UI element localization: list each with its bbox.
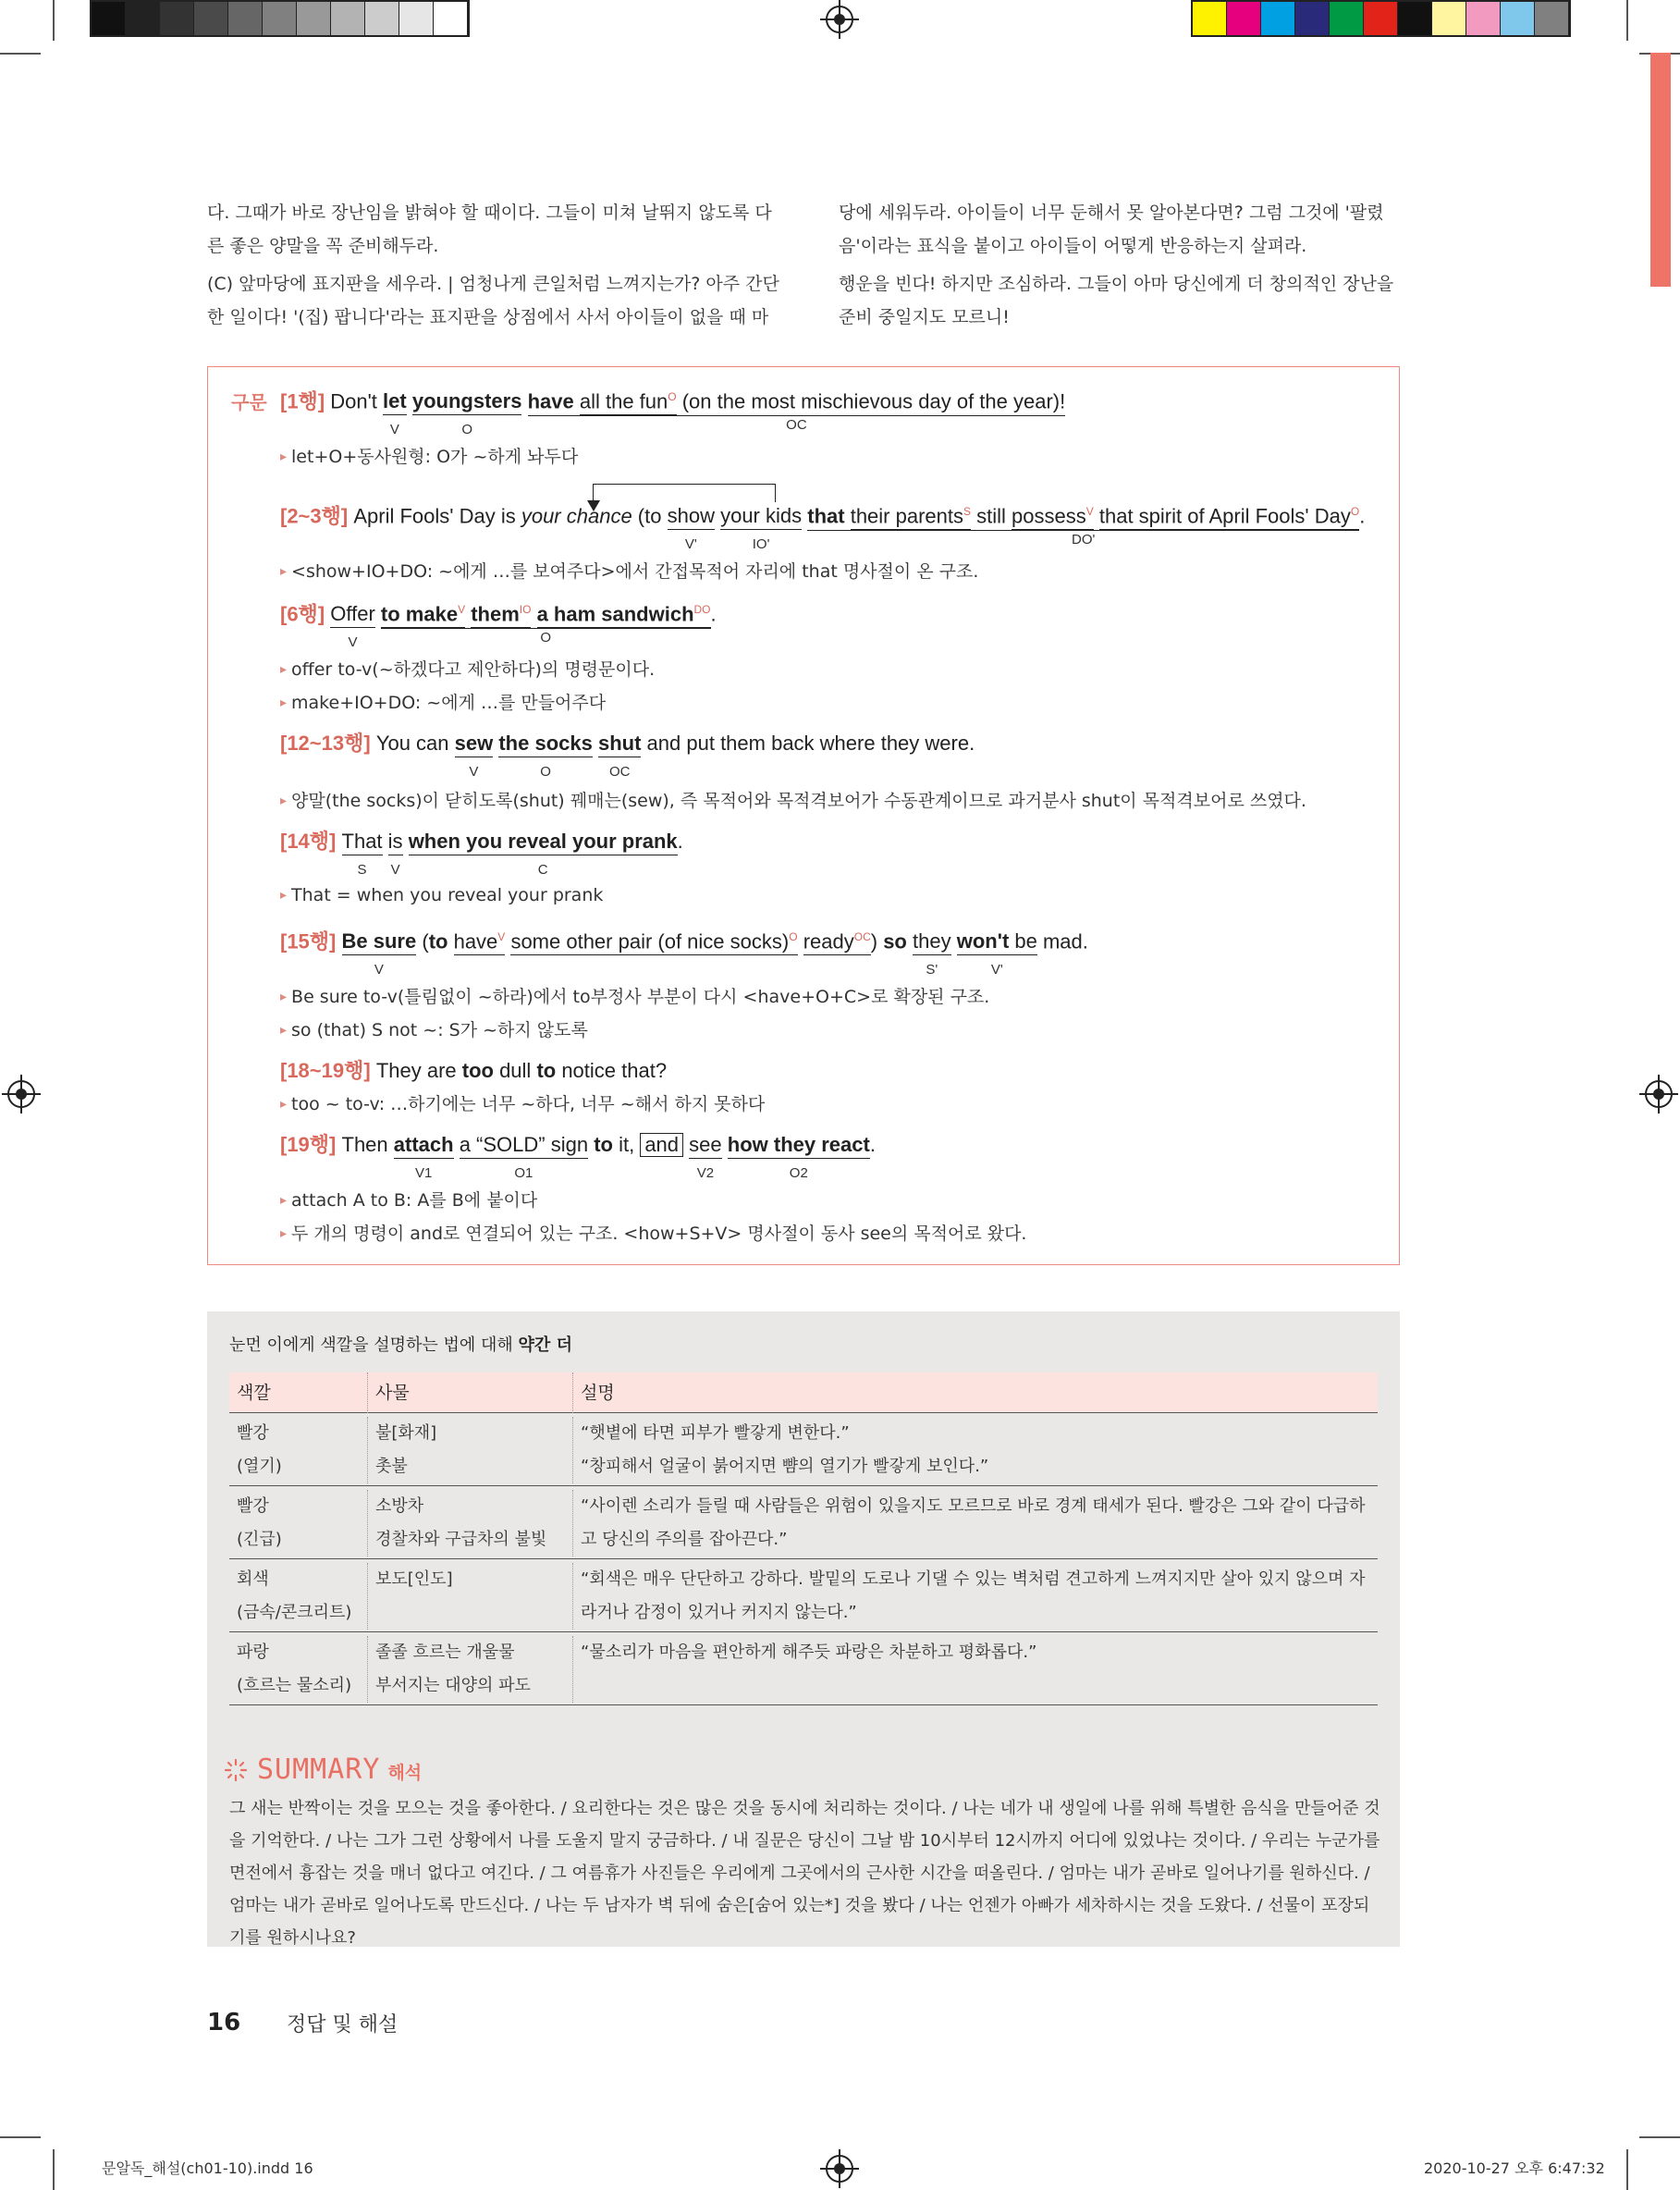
crop-mark (53, 0, 55, 41)
table-cell (573, 1636, 1378, 1703)
cell-line: (열기) (237, 1457, 282, 1476)
crop-mark (1626, 0, 1628, 41)
subject-they: they S' (913, 929, 951, 978)
complement-have-fun: have all the fun$^O$ (on the most mischievous day of the year)! OC (528, 384, 1066, 416)
grammar-note: ▸ so (that) S not ~: S가 ~하지 않도록 (280, 1016, 588, 1041)
line-ref: [18~19행] (280, 1059, 371, 1082)
cell-line: “회색은 매우 단단하고 강하다. 발밑의 도로나 기댈 수 있는 벽처럼 견고하게 느껴지지만 살아 있지 않으며 자라거나 감정이 있거나 커지지 않는다.” (581, 1569, 1366, 1622)
grammar-sentence-15: [15행] Be sure V (to have$^V$ some other pair (of nice socks)$^O$ ready$^{OC}$) so they S' won't be V' mad. (280, 924, 1088, 955)
color-swatch (1261, 2, 1295, 35)
registration-mark-icon (7, 1080, 35, 1108)
table-cell (368, 1636, 573, 1703)
translation-paragraph: (C) 앞마당에 표지판을 세우라. | 엄청나게 큰일처럼 느껴지는가? 아주 간단한 일이다! '(집) 팝니다'라는 표지판을 상점에서 사서 아이들이 없을 때 마 (207, 274, 779, 327)
grammar-note: ▸ make+IO+DO: ~에게 …를 만들어주다 (280, 689, 606, 714)
table-row (229, 1559, 1378, 1632)
color-swatch (1466, 2, 1501, 35)
registration-mark-icon (826, 6, 853, 33)
object-to-make: to make$^V$ them$^{IO}$ a ham sandwich$^{DO}$ O (381, 597, 711, 629)
grammar-sentence-14: [14행] That S is V when you reveal your prank C . (280, 830, 683, 878)
grammar-note: ▸ Be sure to-v(틀림없이 ~하라)에서 to부정사 부분이 다시 <have+O+C>로 확장된 구조. (280, 983, 989, 1008)
color-swatch (331, 2, 365, 35)
cell-line: 빨강 (237, 1423, 269, 1443)
grammar-box (207, 366, 1400, 1265)
color-swatch (126, 2, 160, 35)
cell-line: 불[화재] (375, 1423, 437, 1443)
indirect-object: your kids IO' (720, 504, 803, 553)
color-swatch (399, 2, 434, 35)
cell-line: 부서지는 대양의 파도 (375, 1676, 531, 1695)
chapter-side-tab (1650, 53, 1671, 287)
table-cell (573, 1563, 1378, 1630)
color-swatch (263, 2, 297, 35)
cell-line: (긴급) (237, 1530, 282, 1549)
grammar-note: ▸ too ~ to-v: …하기에는 너무 ~하다, 너무 ~해서 하지 못하다 (280, 1090, 765, 1115)
grammar-sentence-6: [6행] Offer V to make$^V$ them$^{IO}$ a ham sandwich$^{DO}$ O . (280, 597, 717, 629)
verb-show: show V' (667, 504, 715, 553)
line-ref: [12~13행] (280, 732, 371, 755)
table-cell (229, 1636, 368, 1703)
translation-paragraph: 행운을 빈다! 하지만 조심하라. 그들이 아마 당신에게 더 창의적인 장난을 준비 중일지도 모르니! (839, 274, 1394, 327)
crop-mark (0, 53, 41, 55)
cell-line: 파랑 (237, 1642, 269, 1662)
complement-ready: ready$^{OC}$ (803, 924, 871, 955)
table-cell (229, 1417, 368, 1483)
grammar-note: ▸ That = when you reveal your prank (280, 885, 603, 905)
table-cell (368, 1563, 573, 1630)
line-ref: [15행] (280, 929, 337, 954)
verb-wont-be: won't be V' (956, 929, 1037, 978)
page-number: 16 (207, 2009, 241, 2036)
supplement-panel (207, 1311, 1400, 1947)
verb-have: have$^V$ (454, 924, 506, 955)
object-sign: a “SOLD” sign O1 (459, 1133, 589, 1181)
translation-right-column (839, 196, 1403, 338)
color-swatch (1398, 2, 1432, 35)
color-swatch (1227, 2, 1261, 35)
color-swatch (434, 2, 468, 35)
color-swatch (228, 2, 263, 35)
grammar-sentence-2: [2~3행] April Fools' Day is your chance (to show V' your kids IO' that their parents$^S$ still possess$^V$ that spirit of April Fools' Day$^O$ DO' . (280, 498, 1365, 531)
color-swatch (297, 2, 331, 35)
table-cell (368, 1490, 573, 1556)
registration-mark-icon (826, 2155, 853, 2183)
grammar-note: ▸ 양말(the socks)이 닫히도록(shut) 꿰매는(sew), 즉 목적어와 목적격보어가 수동관계이므로 과거분사 shut이 목적격보어로 쓰였다. (280, 787, 1306, 812)
complement-shut: shut OC (597, 732, 642, 780)
grammar-note: ▸ let+O+동사원형: O가 ~하게 놔두다 (280, 443, 578, 468)
conjunction-and: and (640, 1133, 683, 1157)
color-swatch (1193, 2, 1227, 35)
grammar-tag: 구문 (231, 391, 267, 413)
color-swatch (1330, 2, 1364, 35)
table-row (229, 1632, 1378, 1705)
cell-line: “물소리가 마음을 편안하게 해주듯 파랑은 차분하고 평화롭다.” (581, 1642, 1037, 1662)
summary-text: 그 새는 반짝이는 것을 모으는 것을 좋아한다. / 요리한다는 것은 많은 것을 동시에 처리하는 것이다. / 나는 네가 내 생일에 나를 위해 특별한 음식을 만들어준 것을 기억한다. / 나는 그가 그런 상황에서 나를 도울지 말지 궁금하다. / 내 질문은 당신이 그날 밤 10시부터 12시까지 어디에 있었냐는 것이다. / 우리는 누군가를 면전에서 흉잡는 것을 매너 없다고 여긴다. / 그 여름휴가 사진들은 우리에게 그곳에서의 근사한 시간을 떠올린다. / 엄마는 내가 곧바로 일어나기를 원하신다. / 엄마는 내가 곧바로 일어나도록 만드신다. / 나는 두 남자가 벽 뒤에 숨은[숨어 있는*] 것을 봤다 / 나는 언젠가 아빠가 세차하시는 것을 도왔다. / 선물이 포장되기를 원하시나요? (229, 1799, 1380, 1948)
grammar-note: ▸ <show+IO+DO: ~에게 …를 보여주다>에서 간접목적어 자리에 that 명사절이 온 구조. (280, 558, 978, 583)
summary-title: SUMMARY (257, 1753, 381, 1786)
color-table (229, 1372, 1378, 1705)
crop-mark (1626, 2149, 1628, 2190)
table-row (229, 1486, 1378, 1559)
direct-object-clause: that their parents$^S$ still possess$^V$ that spirit of April Fools' Day$^O$ DO' (807, 498, 1359, 531)
crop-mark (0, 2136, 41, 2138)
grammar-sentence-12: [12~13행] You can sew V the socks O shut OC and put them back where they were. (280, 732, 975, 780)
color-swatch (92, 2, 126, 35)
column-header: 색깔 (229, 1372, 368, 1413)
grammar-sentence-19: [19행] Then attach V1 a “SOLD” sign O1 to it, and see V2 how they react O2 . (280, 1133, 876, 1181)
cell-line: “창피해서 얼굴이 붉어지면 뺨의 열기가 빨갛게 보인다.” (581, 1457, 989, 1476)
verb-attach: attach V1 (393, 1133, 454, 1181)
color-swatch (365, 2, 399, 35)
verb-is: is V (387, 830, 403, 878)
verb-offer: Offer V (330, 602, 375, 651)
color-swatch (1432, 2, 1466, 35)
column-header: 사물 (368, 1372, 573, 1413)
gray-color-bar (90, 0, 470, 37)
verb-sew: sew V (454, 732, 494, 780)
grammar-note: ▸ attach A to B: A를 B에 붙이다 (280, 1187, 537, 1212)
grammar-sentence-1: [1행] Don't let V youngsters O have all the fun$^O$ (on the most mischievous day of the year)! OC (280, 384, 1065, 416)
color-swatch (160, 2, 194, 35)
registration-mark-icon (1645, 1080, 1673, 1108)
color-swatch (1535, 2, 1569, 35)
table-cell (368, 1417, 573, 1483)
grammar-note: ▸ 두 개의 명령이 and로 연결되어 있는 구조. <how+S+V> 명사절이 동사 see의 목적어로 왔다. (280, 1220, 1026, 1245)
object-pair: some other pair (of nice socks)$^O$ (510, 924, 797, 955)
table-cell (573, 1490, 1378, 1556)
column-header: 설명 (581, 1382, 615, 1403)
verb-be-sure: Be sure V (341, 929, 417, 978)
object-how-clause: how they react O2 (727, 1133, 870, 1181)
summary-subtitle: 해석 (387, 1763, 423, 1783)
translation-paragraph: 당에 세워두라. 아이들이 너무 둔해서 못 알아본다면? 그럼 그것에 '팔렸음'이라는 표식을 붙이고 아이들이 어떻게 반응하는지 살펴라. (839, 203, 1384, 256)
file-slug: 문알독_해설(ch01-10).indd 16 (102, 2159, 313, 2177)
object-socks: the socks O (498, 732, 593, 780)
cell-line: 회색 (237, 1569, 269, 1589)
sparkle-icon (224, 1758, 248, 1782)
color-swatch (1501, 2, 1535, 35)
line-ref: [14행] (280, 830, 337, 853)
grammar-sentence-18: [18~19행] They are too dull to notice that? (280, 1059, 668, 1082)
cell-line: 경찰차와 구급차의 불빛 (375, 1530, 547, 1549)
cell-line: (흐르는 물소리) (237, 1676, 352, 1695)
cell-line: 촛불 (375, 1457, 408, 1476)
translation-left-column (207, 196, 780, 338)
crop-mark (1639, 2136, 1680, 2138)
process-color-bar (1191, 0, 1571, 37)
verb-let: let V (383, 389, 407, 438)
crop-mark (53, 2149, 55, 2190)
table-row (229, 1413, 1378, 1486)
date-slug: 2020-10-27 오후 6:47:32 (1424, 2159, 1605, 2177)
cell-line: 빨강 (237, 1496, 269, 1516)
cell-line: 소방차 (375, 1496, 424, 1516)
complement-when: when you reveal your prank C (408, 830, 678, 878)
subject-that: That S (341, 830, 383, 878)
table-cell (573, 1417, 1378, 1483)
table-title: 눈먼 이에게 색깔을 설명하는 법에 대해 약간 더 (229, 1335, 572, 1355)
table-header-row (229, 1372, 1378, 1413)
grammar-note: ▸ offer to-v(~하겠다고 제안하다)의 명령문이다. (280, 656, 655, 681)
page-label: 정답 및 해설 (287, 2013, 399, 2036)
summary-heading (224, 1753, 422, 1786)
cell-line: “햇볕에 타면 피부가 빨갛게 변한다.” (581, 1423, 850, 1443)
line-ref: [2~3행] (280, 504, 349, 528)
color-swatch (194, 2, 228, 35)
cell-line: (금속/콘크리트) (237, 1603, 352, 1622)
line-ref: [6행] (280, 602, 325, 626)
color-swatch (1295, 2, 1330, 35)
object-youngsters: youngsters O (411, 389, 522, 438)
translation-paragraph: 다. 그때가 바로 장난임을 밝혀야 할 때이다. 그들이 미쳐 날뛰지 않도록 다른 좋은 양말을 꼭 준비해두라. (207, 203, 772, 256)
color-swatch (1364, 2, 1398, 35)
table-cell (229, 1490, 368, 1556)
cell-line: “사이렌 소리가 들릴 때 사람들은 위험이 있을지도 모르므로 바로 경계 태세가 된다. 빨강은 그와 같이 다급하고 당신의 주의를 잡아끈다.” (581, 1496, 1366, 1549)
cell-line: 보도[인도] (375, 1569, 453, 1589)
table-cell (229, 1563, 368, 1630)
line-ref: [1행] (280, 389, 325, 413)
verb-see: see V2 (689, 1133, 722, 1181)
cell-line: 졸졸 흐르는 개울물 (375, 1642, 515, 1662)
line-ref: [19행] (280, 1133, 337, 1156)
